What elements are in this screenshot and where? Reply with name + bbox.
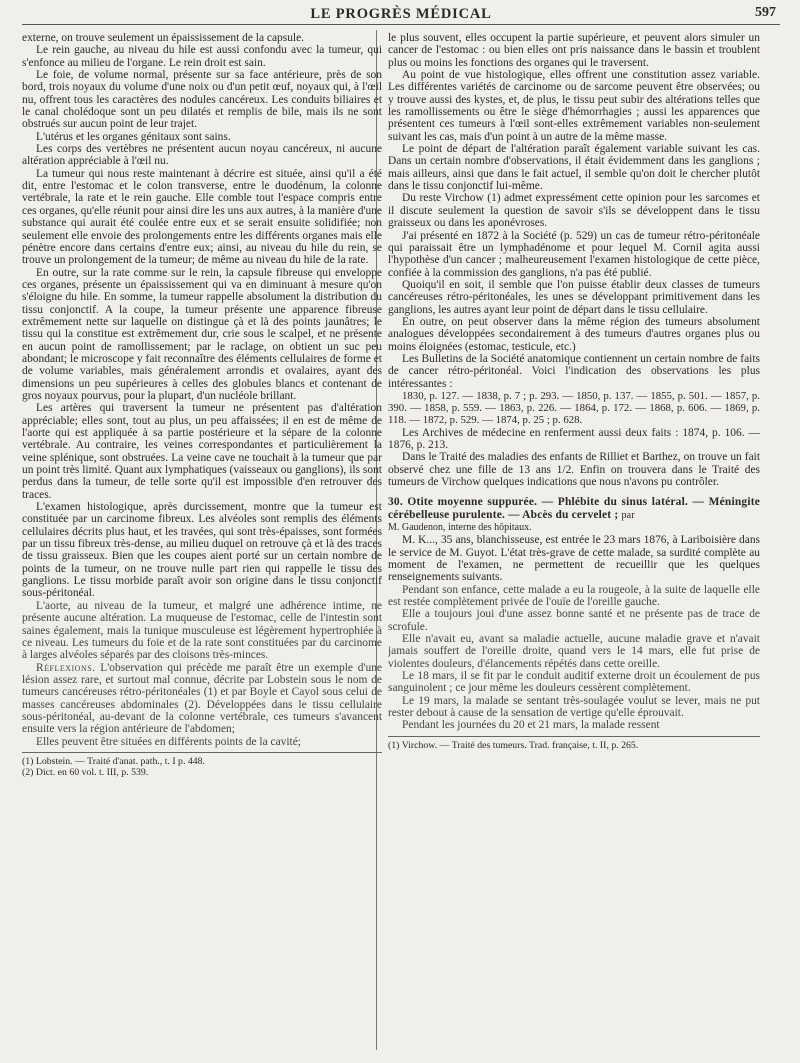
paragraph: Elle a toujours joui d'une assez bonne santé et ne présente pas de trace de scrofule.	[388, 608, 760, 633]
paragraph: Pendant les journées du 20 et 21 mars, la malade ressent	[402, 719, 660, 732]
journal-title: LE PROGRÈS MÉDICAL	[310, 6, 492, 22]
paragraph: L'aorte, au niveau de la tumeur, et malgré une adhérence intime, ne présente aucune altération. La muqueuse de l'estomac, celle de l'intestin sont saines également, mais la tunique musculeuse est légèrement hypertrophiée à ce niveau. Les tumeurs du foie et de la rate sont constituées par du carcinome à larges alvéoles séparés par des cloisons très-minces.	[22, 599, 382, 662]
right-column	[388, 32, 760, 1052]
paragraph: Elle n'avait eu, avant sa maladie actuelle, aucune maladie grave et n'avait jamais souffert de l'oreille droite, quand vers le 14 mars, elle fut prise de violentes douleurs, d'élancements répétés dans cette oreille.	[388, 633, 760, 670]
left-column	[22, 32, 382, 1052]
paragraph: Au point de vue histologique, elles offrent une constitution assez variable. Les différentes variétés de carcinome ou de sarcome peuvent être observées; ou y trouve aussi des kystes, et, de plus, le tissu peut subir des altérations telles que les ramollissements ou être le siège d'hémorrhagies ; aussi les apparences que présentent ces tumeurs à l'œil sont-elles extrêmement variables non-seulement suivant les cas, mais d'un point à un autre de la même masse.	[388, 69, 760, 143]
paragraph: L'examen histologique, après durcissement, montre que la tumeur est constituée par un carcinome fibreux. Les alvéoles sont remplis des éléments cellulaires décrits plus haut, et les travées, qui sont très-épaisses, sont formées par un tissu fibreux très-dense, au milieu duquel on retrouve çà et là des traces de tissu graisseux. Bien que les coupes aient porté sur un certain nombre de points de la tumeur, on ne trouve nulle part rien qui rappelle le tissu des ganglions. Le tissu morbide paraît avoir son origine dans le tissu conjonctif sous-péritonéal.	[22, 501, 382, 600]
paragraph: Dans le Traité des maladies des enfants de Rilliet et Barthez, on trouve un fait observé chez une fille de 13 ans 1/2. Enfin on trouvera dans le Traité des tumeurs de Virchow quelques indications que nous n'avons pu contrôler.	[388, 451, 760, 488]
page-header	[22, 4, 780, 25]
paragraph: Le 18 mars, il se fit par le conduit auditif externe droit un écoulement de pus sanguinolent ; ce jour même les douleurs cessèrent complètement.	[388, 670, 760, 695]
paragraph: M. K..., 35 ans, blanchisseuse, est entrée le 23 mars 1876, à Lariboisière dans le service de M. Guyot. L'état très-grave de cette malade, sa surdité complète au moment de l'examen, ne permettent de recueillir que les quelques renseignements suivants.	[388, 534, 760, 584]
paragraph: Le point de départ de l'altération paraît également variable suivant les cas. Dans un certain nombre d'observations, il était évidemment dans les ganglions ; mais ailleurs, ainsi que dans le fait actuel, il semble qu'on doit le chercher plutôt dans le tissu conjonctif lui-même.	[388, 143, 760, 193]
observation-title: 30. Otite moyenne suppurée. — Phlébite du sinus latéral. — Méningite cérébelleuse purulente. — Abcès du cervelet ;	[388, 496, 760, 521]
footnote: (1) Lobstein. — Traité d'anat. path., t. I p. 448.	[22, 755, 205, 767]
paragraph: Les artères qui traversent la tumeur ne présentent pas d'altération appréciable; elles sont, tout au plus, un peu affaissées; il en est de même de l'aorte qui est appliquée à sa partie postérieure et la sépare de la colonne vertébrale. Au contraire, les veines correspondantes et particulièrement la veine splénique, sont obstruées. La veine cave ne touchait à la tumeur que par un point très limité. Quant aux lymphatiques (vaisseaux ou ganglions), ils sont perdus dans la tumeur, de telle sorte qu'il est impossible d'en retrouver des traces.	[22, 402, 382, 501]
paragraph: Les corps des vertèbres ne présentent aucun noyau cancéreux, ni aucune altération appréciable à l'œil nu.	[22, 143, 382, 168]
paragraph: En outre, sur la rate comme sur le rein, la capsule fibreuse qui enveloppe ces organes, présente un épaississement qui va en diminuant à mesure qu'on s'éloigne du hile. En somme, la tumeur rappelle absolument la distribution du tissu conjonctif. A la coupe, la tumeur présente une apparence fibreuse extrêmement nette sur laquelle on distingue çà et là des points jaunâtres; le tissu qui la constitue est extrêmement dur, crie sous le scalpel, et ne présente en aucun point de ramollissement; par le raclage, on obtient un suc peu abondant; le microscope y fait reconnaître des éléments cellulaires de forme et de volume variables, mais généralement arrondis et ovalaires, ayant des dimensions un peu supérieures à celles des globules blancs et contenant de gros noyaux pourvus, pour la plupart, d'un nucléole brillant.	[22, 266, 382, 402]
paragraph: J'ai présenté en 1872 à la Société (p. 529) un cas de tumeur rétro-péritonéale qui paraissait être un lymphadénome et pour lequel M. Cornil agita aussi l'hypothèse d'un cancer ; malheureusement l'examen histologique de cette pièce, confiée à la commission des ganglions, n'a pas été publié.	[388, 229, 760, 279]
paragraph: En outre, on peut observer dans la même région des tumeurs absolument analogues développées secondairement à des tumeurs d'autres organes plus ou moins éloignées (estomac, testicule, etc.)	[388, 315, 760, 353]
footnote-rule	[388, 736, 760, 737]
paragraph: Le rein gauche, au niveau du hile est aussi confondu avec la tumeur, qui s'enfonce au milieu de l'organe. Le rein droit est sain.	[22, 44, 382, 69]
reflexions-text: L'observation qui précède me paraît être un exemple d'une lésion assez rare, et surtout mal connue, décrite par Lobstein sous le nom de tumeurs cancéreuses rétro-péritonéales (1) et par Boyle et Cayol sous celui de masses cancéreuses abdominales (2). Développées dans le tissu cellulaire sous-péritonéal, au-devant de la colonne vertébrale, ces tumeurs s'avancent ensuite vers la région antérieure de l'abdomen;	[22, 661, 382, 736]
reflexions-label: Réflexions.	[36, 661, 96, 674]
reference-list: 1830, p. 127. — 1838, p. 7 ; p. 293. — 1850, p. 137. — 1855, p. 501. — 1857, p. 390. — 1858, p. 559. — 1863, p. 226. — 1864, p. 172. — 1868, p. 606. — 1869, p. 118. — 1872, p. 529. — 1874, p. 25 ; p. 628.	[388, 389, 760, 427]
paragraph: Le 19 mars, la malade se sentant très-soulagée voulut se lever, mais ne put rester debout à cause de la sensation de vertige qu'elle éprouvait.	[388, 694, 760, 720]
reflexions-paragraph	[22, 662, 382, 736]
paragraph: Du reste Virchow (1) admet expressément cette opinion pour les sarcomes et il discute seulement la question de savoir s'ils se développent dans le tissu graisseux ou dans les aponévroses.	[388, 192, 760, 230]
footnote-rule	[22, 752, 382, 753]
footnote: (2) Dict. en 60 vol. t. III, p. 539.	[22, 767, 149, 779]
paragraph: Les Bulletins de la Société anatomique contiennent un certain nombre de faits de cancer rétro-péritonéal. Voici l'indication des observations les plus intéressantes :	[388, 352, 760, 390]
paragraph: Quoiqu'il en soit, il semble que l'on puisse établir deux classes de tumeurs cancéreuses rétro-péritonéales, les unes se développant primitivement dans les ganglions, les autres ayant leur point de départ dans le tissu cellulaire.	[388, 278, 760, 316]
footnote: (1) Virchow. — Traité des tumeurs. Trad. française, t. II, p. 265.	[388, 739, 639, 751]
paragraph: Pendant son enfance, cette malade a eu la rougeole, à la suite de laquelle elle est restée complètement privée de l'ouïe de l'oreille gauche.	[388, 583, 760, 609]
paragraph: Les Archives de médecine en renferment aussi deux faits : 1874, p. 106. — 1876, p. 213.	[388, 426, 760, 451]
page-number: 597	[755, 5, 776, 20]
paragraph: Le foie, de volume normal, présente sur sa face antérieure, près de son bord, trois noyaux du volume d'une noix ou d'un petit œuf, noyaux qui, à l'œil nu, offrent tous les caractères des nodules cancéreux. Les conduits biliaires et le canal cholédoque sont un peu dilatés et remplis de bile, mais ils ne sont obstrués sur aucun point de leur trajet.	[22, 69, 382, 131]
paragraph: L'utérus et les organes génitaux sont sains.	[36, 130, 231, 143]
observation-author: M. Gaudenon, interne des hôpitaux.	[388, 521, 532, 533]
paragraph: La tumeur qui nous reste maintenant à décrire est située, ainsi qu'il a été dit, entre l'estomac et le colon transverse, entre le duodénum, la colonne vertébrale, la rate et le rein gauche. Elle comble tout l'espace compris entre ces organes, qu'elle réunit pour ainsi dire les uns aux autres, à la manière d'une substance qui aurait été coulée entre eux et se serait ensuite solidifiée; non seulement elle envoie des prolongements entre les différents organes mais elle pénètre encore dans certains d'entre eux; ainsi, au niveau du hile du rein, se trouve un prolongement de la tumeur; de même au niveau du hile de la rate.	[22, 167, 382, 267]
observation-heading	[388, 496, 760, 522]
paragraph: Elles peuvent être situées en différents points de la cavité;	[36, 735, 301, 748]
observation-by: par	[621, 509, 635, 521]
paragraph: le plus souvent, elles occupent la partie supérieure, et peuvent alors simuler un cancer de l'estomac : ou bien elles ont pris naissance dans le bassin et troublent plus ou moins les fonctions des organes qui le traversent.	[388, 32, 760, 69]
paragraph: externe, on trouve seulement un épaississement de la capsule.	[22, 32, 305, 44]
